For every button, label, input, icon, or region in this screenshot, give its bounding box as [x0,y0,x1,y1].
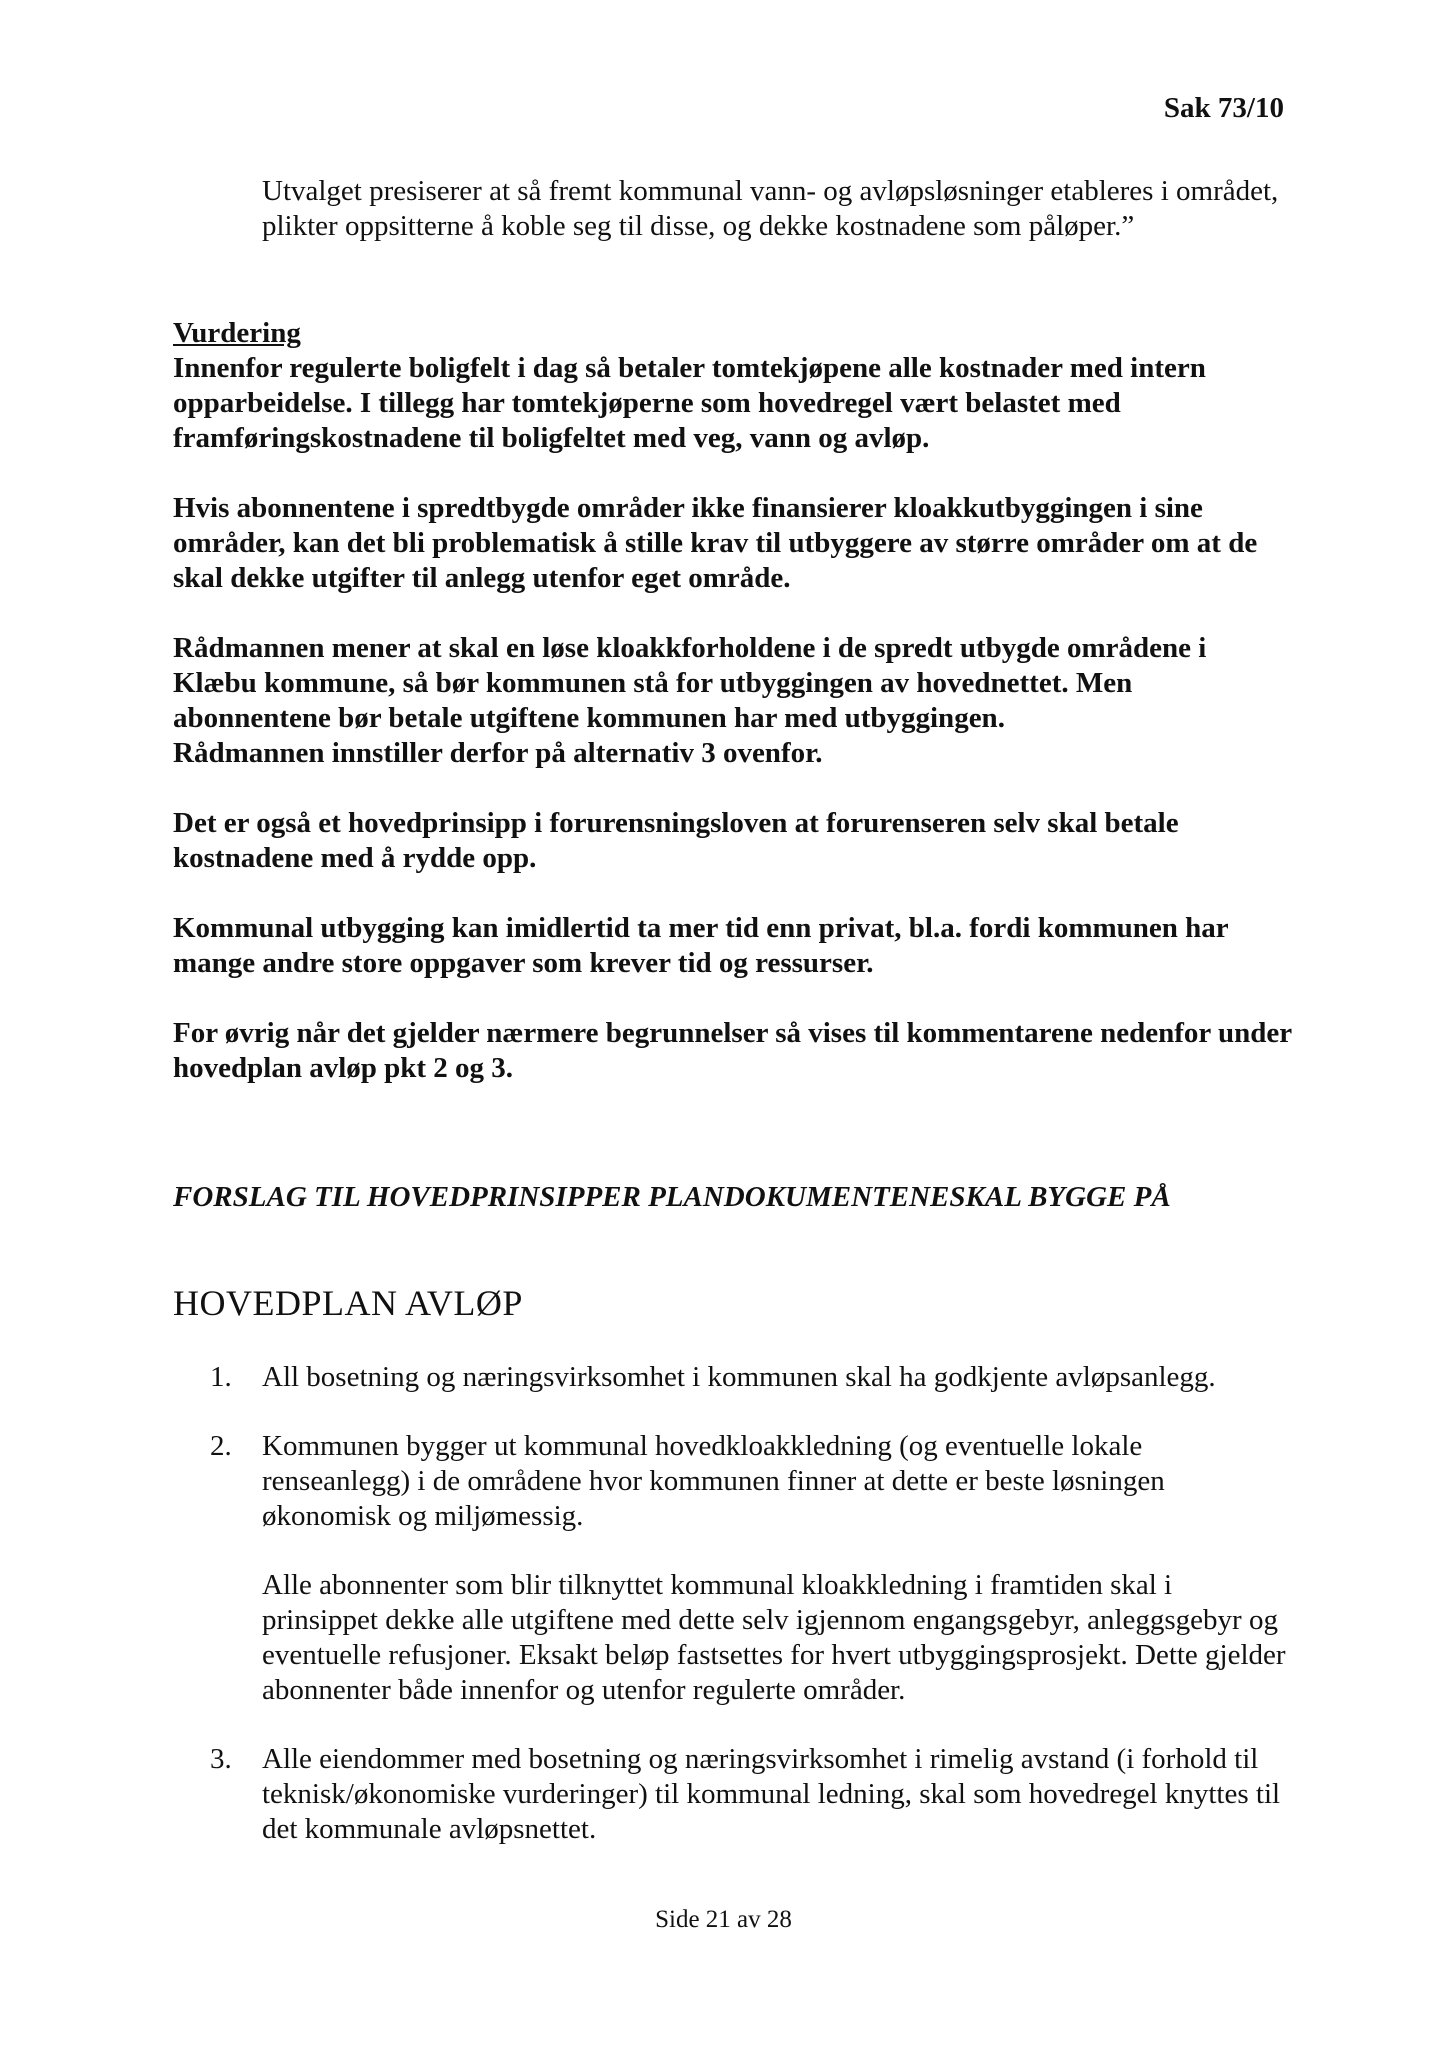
page-number: Side 21 av 28 [655,1906,792,1933]
list-item [210,1742,1290,1847]
list-item [210,1360,1290,1395]
list-item-text: Alle abonnenter som blir tilknyttet kommunal kloakkledning i framtiden skal i prinsippet dekke alle utgiftene med dette selv igjennom engangsgebyr, anleggsgebyr og eventuelle refusjoner. Eksakt beløp fastsettes for hvert utbyggingsprosjekt. Dette gjelder abonnenter både innenfor og utenfor regulerte områder. [262,1569,1286,1706]
assessment-paragraph: Kommunal utbygging kan imidlertid ta mer tid enn privat, bl.a. fordi kommunen har mange andre store oppgaver som krever tid og ressurser. [173,912,1229,979]
plan-title: HOVEDPLAN AVLØP [173,1283,523,1323]
assessment-recommendation: Rådmannen innstiller derfor på alternativ 3 ovenfor. [173,737,823,769]
plan-list [210,1360,1290,1881]
assessment-paragraph: Hvis abonnentene i spredtbygde områder ikke finansierer kloakkutbyggingen i sine områder, kan det bli problematisk å stille krav til utbyggere av større områder om at de skal dekke utgifter til anlegg utenfor eget område. [173,492,1258,594]
list-item-text: Kommunen bygger ut kommunal hovedkloakkledning (og eventuelle lokale renseanlegg) i de områdene hvor kommunen finner at dette er beste løsningen økonomisk og miljømessig. [262,1430,1165,1532]
proposal-heading: FORSLAG TIL HOVEDPRINSIPPER PLANDOKUMENTENESKAL BYGGE PÅ [173,1181,1171,1213]
list-item [210,1429,1290,1708]
assessment-paragraph: For øvrig når det gjelder nærmere begrunnelser så vises til kommentarene nedenfor under hovedplan avløp pkt 2 og 3. [173,1017,1292,1084]
list-item-text: All bosetning og næringsvirksomhet i kommunen skal ha godkjente avløpsanlegg. [262,1361,1216,1393]
assessment-paragraph: Innenfor regulerte boligfelt i dag så betaler tomtekjøpene alle kostnader med intern opparbeidelse. I tillegg har tomtekjøperne som hovedregel vært belastet med framføringskostnadene til boligfeltet med veg, vann og avløp. [173,352,1206,454]
assessment-paragraph: Det er også et hovedprinsipp i forurensningsloven at forurenseren selv skal betale kostnadene med å rydde opp. [173,807,1179,874]
list-item-number: 3. [210,1743,232,1775]
list-item-number: 1. [210,1361,232,1393]
list-item-text: Alle eiendommer med bosetning og næringsvirksomhet i rimelig avstand (i forhold til teknisk/økonomiske vurderinger) til kommunal ledning, skal som hovedregel knyttes til det kommunale avløpsnettet. [262,1743,1281,1845]
assessment-paragraph: Rådmannen mener at skal en løse kloakkforholdene i de spredt utbygde områdene i Klæbu kommune, så bør kommunen stå for utbyggingen av hovednettet. Men abonnentene bør betale utgiftene kommunen har med utbyggingen. [173,632,1207,734]
quote-text: Utvalget presiserer at så fremt kommunal vann- og avløpsløsninger etableres i området, plikter oppsitterne å koble seg til disse, og dekke kostnadene som påløper.” [262,175,1279,242]
quoted-decision [262,174,1282,244]
case-reference: Sak 73/10 [1163,92,1284,124]
list-item-number: 2. [210,1430,232,1462]
assessment-section [173,316,1293,1121]
assessment-heading: Vurdering [173,317,301,349]
